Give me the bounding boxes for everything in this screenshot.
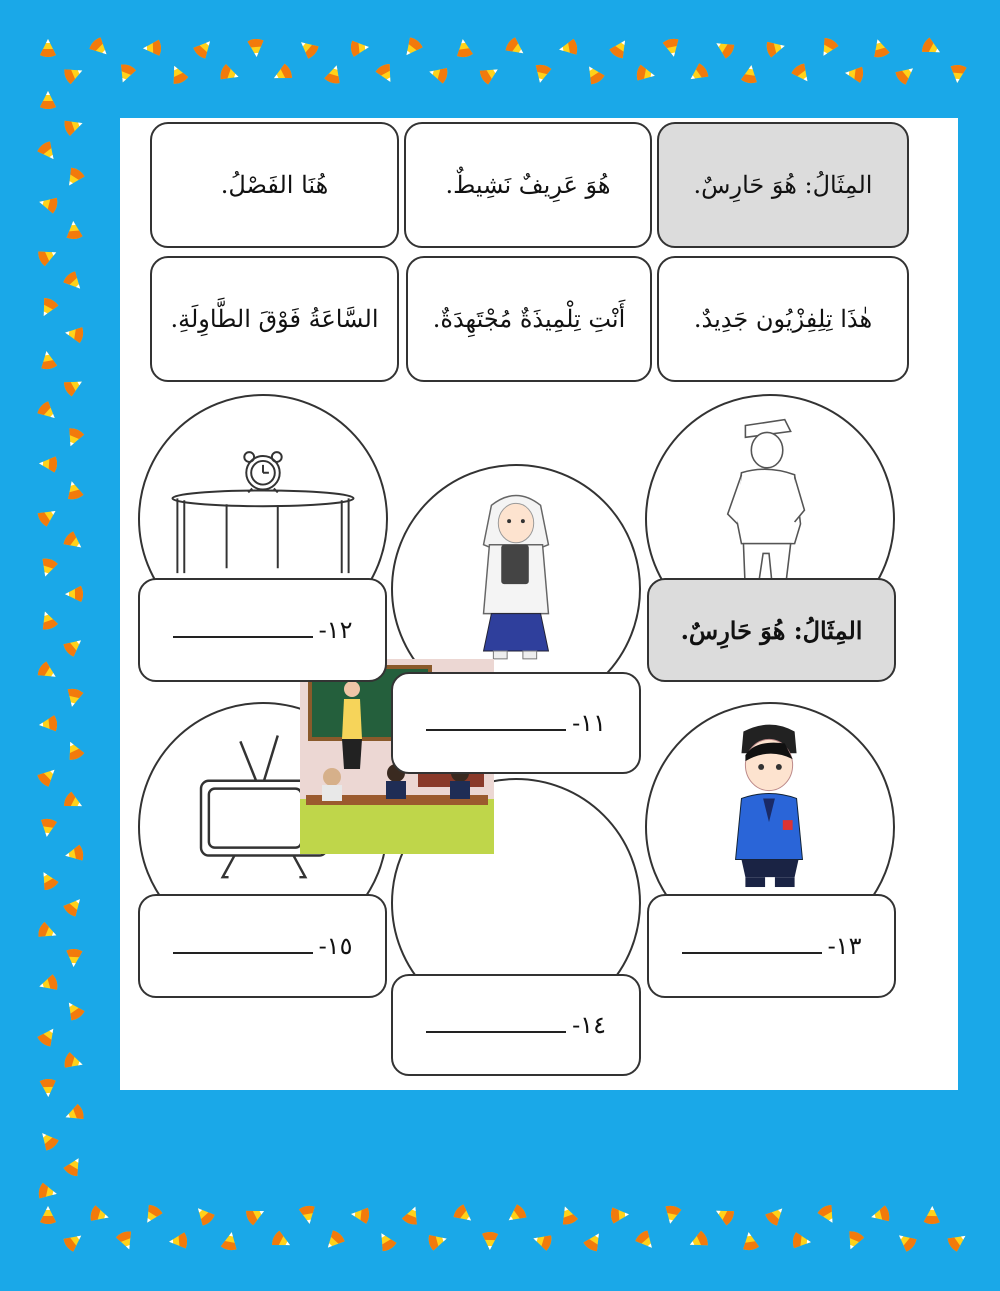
candy-corn-icon [39,818,57,838]
sentence-card-student[interactable]: أَنْتِ تِلْمِيذَةٌ مُجْتَهِدَةٌ. [406,256,652,382]
candy-corn-icon [843,1230,865,1253]
candy-corn-icon [582,1229,605,1253]
candy-corn-icon [299,1205,318,1226]
candy-corn-icon [37,609,58,631]
candy-corn-icon [140,1203,163,1227]
candy-corn-icon [63,63,86,85]
candy-corn-icon [64,479,84,501]
candy-corn-icon [65,220,83,239]
candy-corn-icon [37,868,60,892]
candy-corn-icon [375,1229,398,1253]
candy-corn-icon [946,1229,970,1252]
candy-corn-icon [741,64,760,84]
candy-corn-icon [63,738,85,761]
answer-box-15[interactable] [138,894,387,998]
candy-corn-icon [817,1203,840,1227]
candy-corn-icon [89,1205,111,1225]
answer-line-14[interactable] [426,1017,566,1033]
candy-corn-icon [62,1229,86,1253]
example-answer-text: المِثَالُ: هُوَ حَارِسٌ. [680,615,863,645]
candy-corn-icon [244,1204,267,1226]
candy-corn-icon [38,715,58,733]
candy-corn-icon [452,1203,476,1227]
candy-corn-icon [36,764,60,788]
candy-corn-icon [36,660,60,683]
candy-corn-icon [531,1231,553,1252]
candy-corn-icon [350,39,370,57]
candy-corn-icon [40,1079,57,1098]
candy-corn-icon [62,375,86,398]
candy-corn-icon [66,949,83,968]
candy-corn-icon [40,39,56,57]
sentence-card-example[interactable]: المِثَالُ: هُوَ حَارِسٌ. [657,122,909,248]
candy-corn-icon [662,38,681,59]
candy-corn-icon [167,62,189,85]
candy-corn-icon [401,1204,423,1227]
candy-corn-icon [790,62,814,86]
answer-box-14[interactable] [391,974,641,1076]
candy-corn-icon [920,37,943,60]
candy-corn-icon [296,36,320,60]
candy-corn-icon [482,1232,498,1250]
candy-corn-icon [764,1203,788,1227]
answer-line-13[interactable] [682,938,822,954]
candy-corn-icon [64,687,84,708]
candy-corn-icon [63,1154,86,1178]
answer-box-12[interactable] [138,578,387,682]
candy-corn-icon [62,998,85,1022]
candy-corn-icon [455,38,473,58]
sentence-card-monitor[interactable]: هُوَ عَرِيفٌ نَشِيطٌ. [404,122,652,248]
candy-corn-icon [582,62,605,86]
candy-corn-icon [636,64,657,83]
candy-corn-icon [817,36,840,60]
candy-corn-icon [924,1206,941,1225]
candy-corn-icon [375,62,398,86]
candy-corn-icon [870,37,890,59]
candy-corn-icon [610,1206,629,1223]
candy-corn-icon [427,1231,449,1251]
candy-corn-icon [634,1229,658,1253]
answer-number-12: ١٢- [318,616,353,644]
answer-box-example[interactable] [647,578,896,682]
answer-number-11: ١١- [572,709,606,737]
candy-corn-icon [894,62,918,86]
candy-corn-icon [143,40,162,57]
candy-corn-icon [712,36,736,59]
candy-corn-icon [270,63,293,85]
candy-corn-icon [40,1206,56,1224]
candy-corn-icon [322,1229,346,1253]
candy-corn-icon [324,63,345,85]
candy-corn-icon [247,38,264,57]
candy-corn-icon [557,1204,578,1226]
answer-box-13[interactable] [647,894,896,998]
candy-corn-icon [532,63,552,84]
candy-corn-icon [741,1231,760,1251]
candy-corn-icon [686,1230,709,1252]
candy-corn-icon [219,64,241,85]
candy-corn-icon [504,1203,528,1227]
candy-corn-icon [36,400,60,424]
candy-corn-icon [270,1230,293,1252]
answer-number-14: ١٤- [572,1011,606,1039]
candy-corn-icon [558,39,579,58]
answer-line-12[interactable] [173,622,313,638]
candy-corn-icon [37,974,59,994]
candy-corn-icon [192,1203,216,1227]
candy-corn-icon [62,894,86,918]
candy-corn-icon [63,427,85,450]
candy-corn-icon [65,586,83,602]
sentence-card-classroom[interactable]: هُنَا الفَصْلُ. [150,122,399,248]
answer-box-11[interactable] [391,672,641,774]
candy-corn-icon [400,36,424,60]
sentence-card-television[interactable]: هٰذَا تِلِفِزْيُون جَدِيدٌ. [657,256,909,382]
candy-corn-icon [894,1229,918,1253]
candy-corn-icon [115,63,136,86]
candy-corn-icon [62,166,85,190]
candy-corn-icon [36,504,60,527]
candy-corn-icon [220,1231,239,1252]
candy-corn-icon [949,64,967,83]
candy-corn-icon [608,36,631,60]
answer-line-11[interactable] [426,715,566,731]
candy-corn-icon [64,325,84,344]
candy-corn-icon [478,63,502,86]
candy-corn-icon [504,36,528,60]
candy-corn-icon [115,1230,136,1253]
candy-corn-icon [36,140,60,164]
candy-corn-icon [712,1204,735,1227]
candy-corn-icon [765,38,786,58]
answer-number-13: ١٣- [827,932,862,960]
candy-corn-icon [36,1128,60,1152]
candy-corn-icon [63,116,85,137]
candy-corn-icon [662,1205,681,1226]
candy-corn-icon [869,1205,890,1225]
answer-number-15: ١٥- [318,932,353,960]
candy-corn-icon [38,557,59,579]
candy-corn-icon [64,844,85,863]
candy-corn-icon [686,62,710,85]
candy-corn-icon [39,350,58,371]
candy-corn-icon [37,194,58,214]
candy-corn-icon [38,455,57,472]
candy-corn-icon [37,921,60,943]
answer-line-15[interactable] [173,938,313,954]
candy-corn-icon [350,1206,370,1224]
candy-corn-icon [88,36,112,60]
candy-corn-icon [62,791,85,813]
candy-corn-icon [62,634,86,658]
candy-corn-icon [792,1232,812,1250]
candy-corn-icon [63,1103,86,1124]
candy-corn-icon [37,245,60,267]
sentence-card-clock[interactable]: السَّاعَةُ فَوْقَ الطَّاوِلَةِ. [150,256,399,382]
candy-corn-icon [36,1024,60,1048]
candy-corn-icon [63,1052,85,1073]
candy-corn-icon [62,270,86,294]
candy-corn-icon [40,91,56,109]
candy-corn-icon [192,36,216,60]
candy-corn-icon [37,296,60,319]
candy-corn-icon [844,65,864,83]
candy-corn-icon [168,1232,187,1250]
candy-corn-icon [427,64,449,84]
candy-corn-icon [62,530,86,554]
candy-corn-icon [38,1182,59,1201]
